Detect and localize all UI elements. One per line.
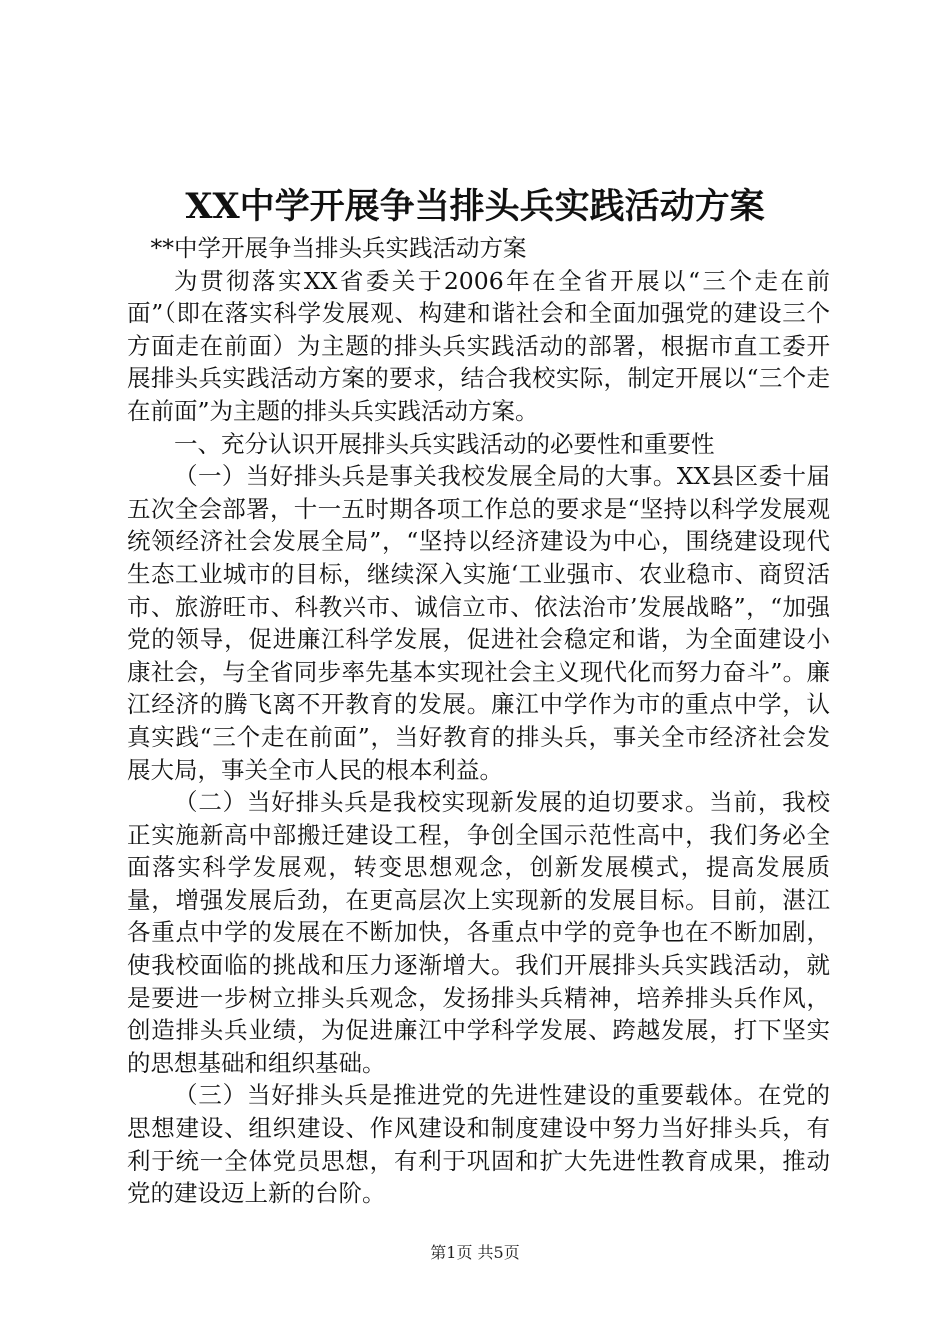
body-paragraph-3: （三）当好排头兵是推进党的先进性建设的重要载体。在党的思想建设、组织建设、作风建设和制度建设中努力当好排头兵，有利于统一全体党员思想，有利于巩固和扩大先进性教育成果，推动党的建设迈上新的台阶。 [127, 1081, 830, 1208]
document-title: XX中学开展争当排头兵实践活动方案 [185, 186, 765, 227]
document-subtitle: **中学开展争当排头兵实践活动方案 [150, 234, 527, 262]
section-heading: 一、充分认识开展排头兵实践活动的必要性和重要性 [174, 429, 715, 458]
page-footer: 第1页 共5页 [430, 1243, 520, 1262]
intro-paragraph: 为贯彻落实XX省委关于2006年在全省开展以“三个走在前面”（即在落实科学发展观、构建和谐社会和全面加强党的建设三个方面走在前面）为主题的排头兵实践活动的部署，根据市直工委开展排头兵实践活动方案的要求，结合我校实际，制定开展以“三个走在前面”为主题的排头兵实践活动方案。 [127, 266, 830, 425]
body-paragraph-2: （二）当好排头兵是我校实现新发展的迫切要求。当前，我校正实施新高中部搬迁建设工程，争创全国示范性高中，我们务必全面落实科学发展观，转变思想观念，创新发展模式，提高发展质量，增强发展后劲，在更高层次上实现新的发展目标。目前，湛江各重点中学的发展在不断加快，各重点中学的竞争也在不断加剧，使我校面临的挑战和压力逐渐增大。我们开展排头兵实践活动，就是要进一步树立排头兵观念，发扬排头兵精神，培养排头兵作风，创造排头兵业绩，为促进廉江中学科学发展、跨越发展，打下坚实的思想基础和组织基础。 [127, 788, 830, 1077]
body-paragraph-1: （一）当好排头兵是事关我校发展全局的大事。XX县区委十届五次全会部署，十一五时期各项工作总的要求是“坚持以科学发展观统领经济社会发展全局”，“坚持以经济建设为中心，围绕建设现代生态工业城市的目标，继续深入实施‘工业强市、农业稳市、商贸活市、旅游旺市、科教兴市、诚信立市、依法治市’发展战略”，“加强党的领导，促进廉江科学发展，促进社会稳定和谐，为全面建设小康社会，与全省同步率先基本实现社会主义现代化而努力奋斗”。廉江经济的腾飞离不开教育的发展。廉江中学作为市的重点中学，认真实践“三个走在前面”，当好教育的排头兵，事关全市经济社会发展大局，事关全市人民的根本利益。 [127, 462, 830, 784]
document-body [127, 232, 830, 1210]
